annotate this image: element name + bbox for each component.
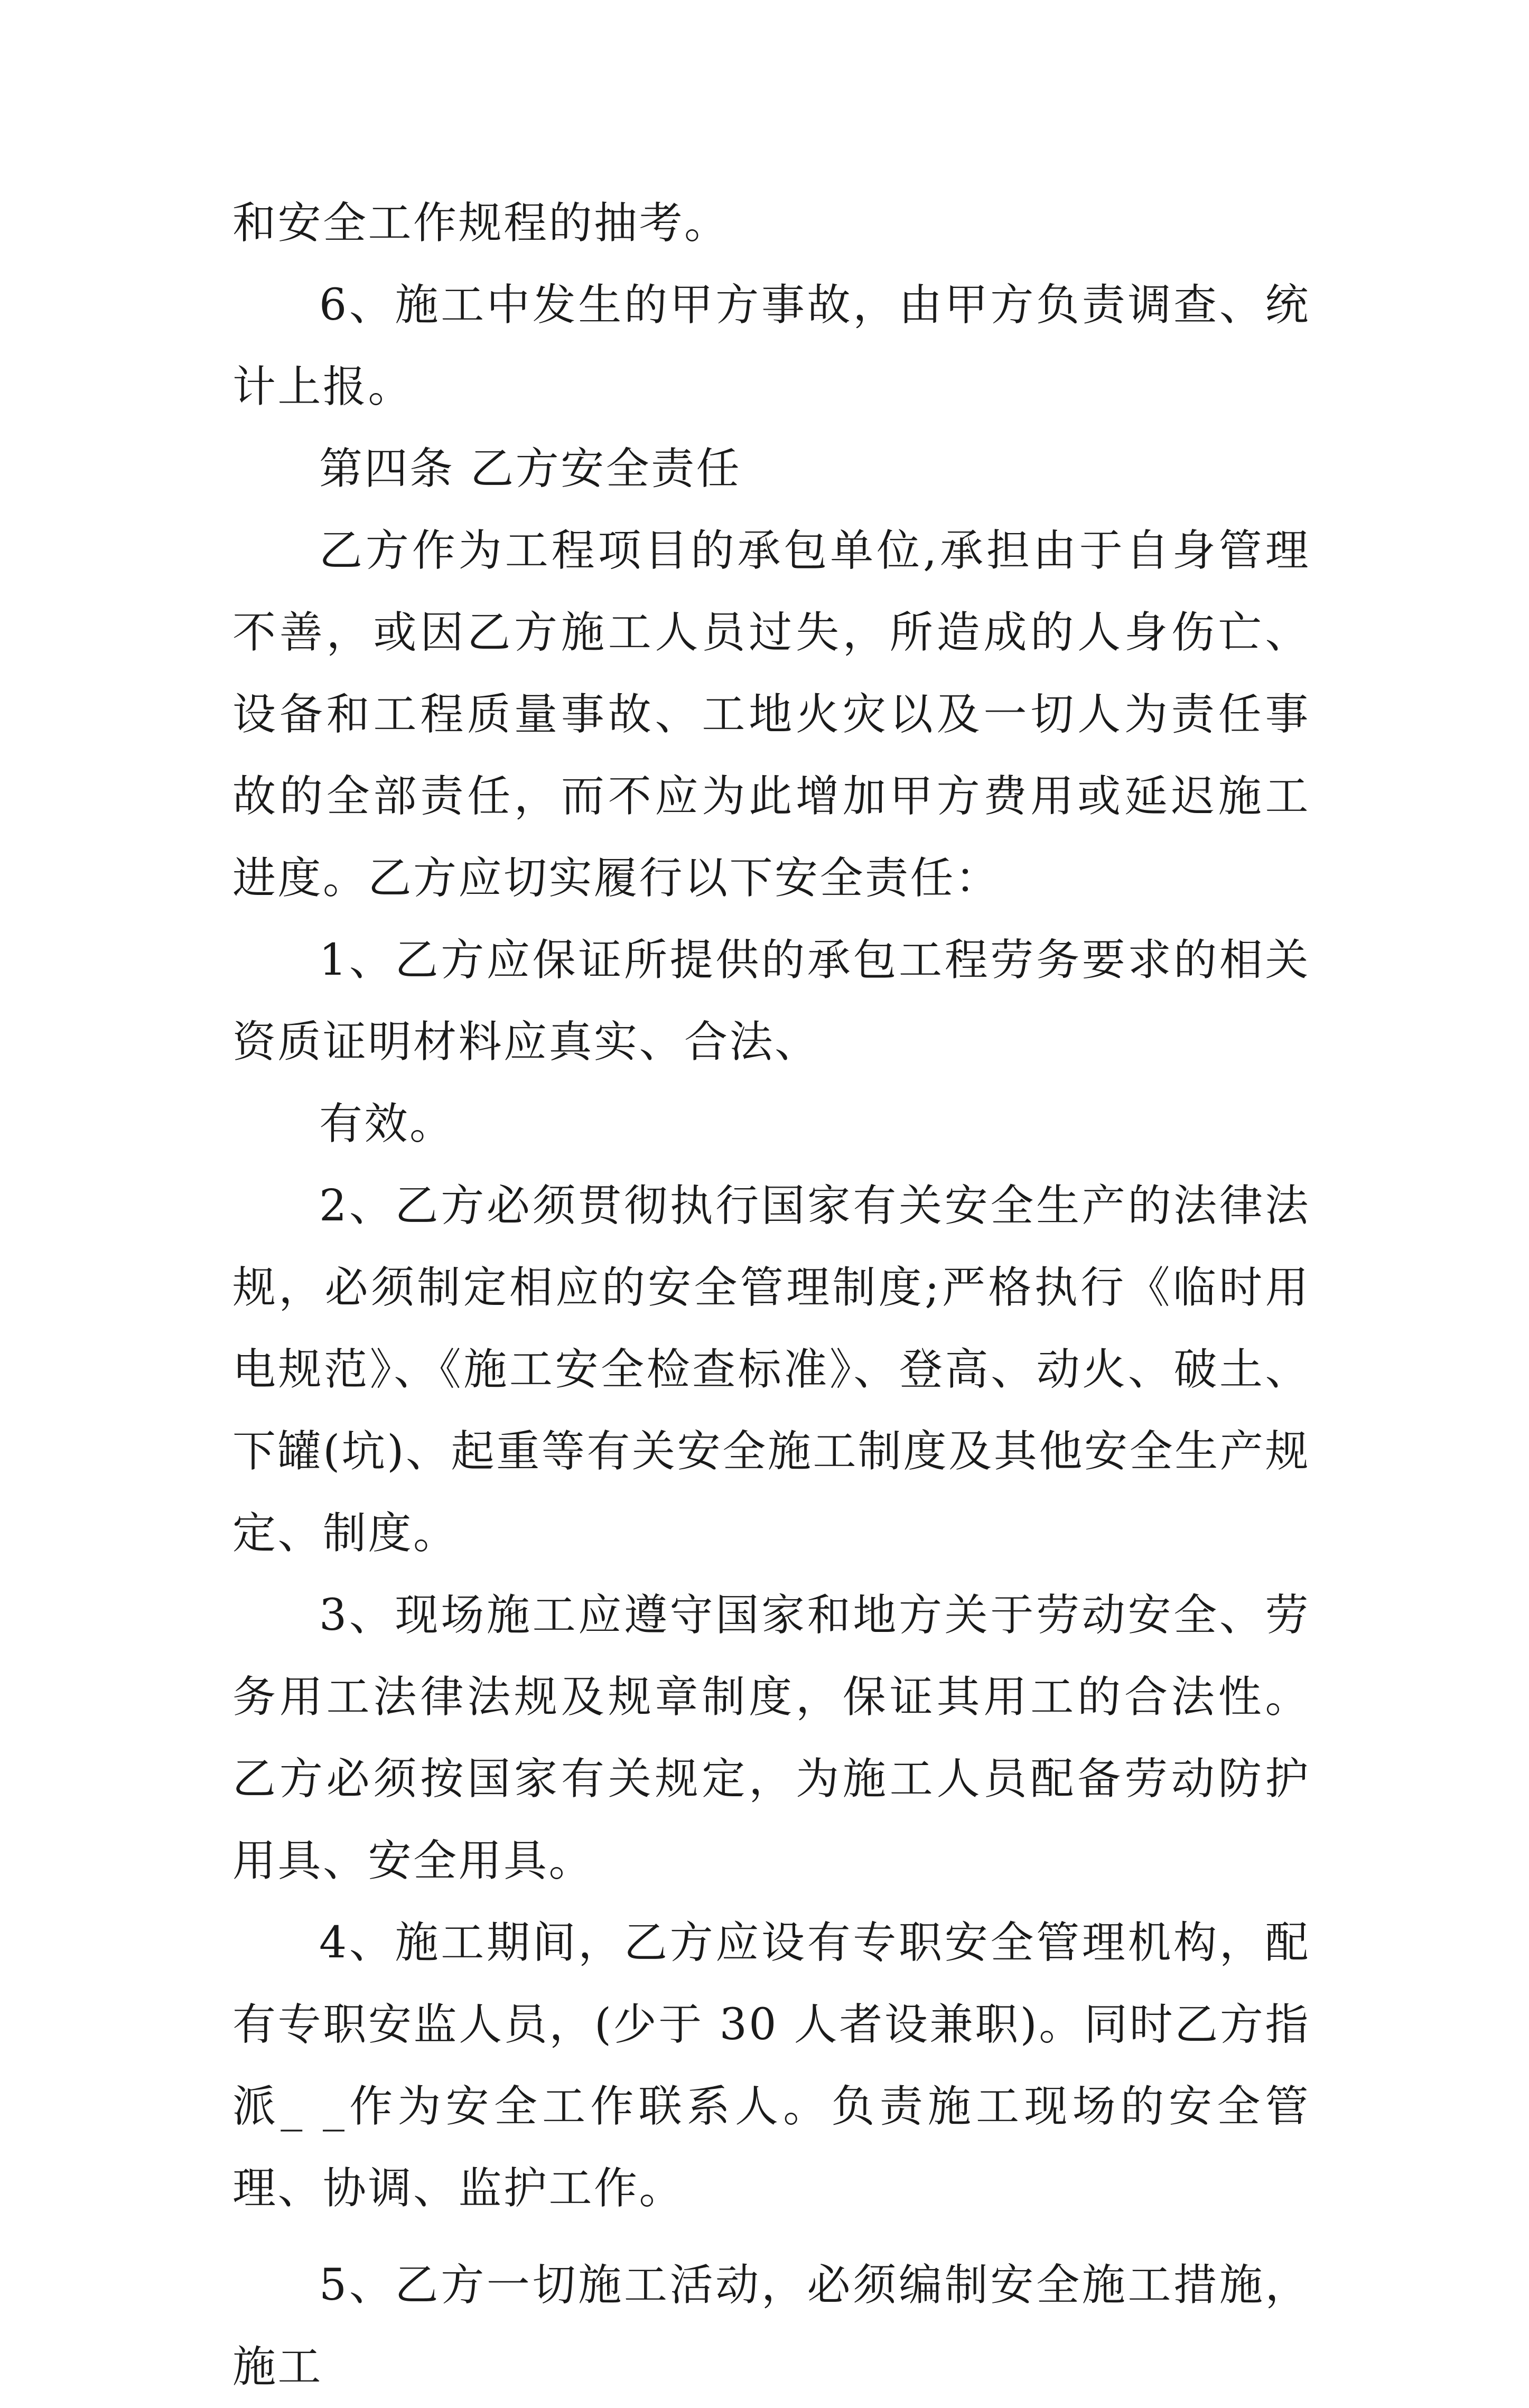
paragraph-continuation: 和安全工作规程的抽考。 <box>232 198 730 248</box>
section-heading-article-4: 第四条 乙方安全责任 <box>319 444 742 494</box>
paragraph-item-6: 6、施工中发生的甲方事故，由甲方负责调查、统计上报。 <box>232 280 1310 412</box>
paragraph-item-1-continued: 有效。 <box>319 1099 455 1149</box>
paragraph-item-3: 3、现场施工应遵守国家和地方关于劳动安全、劳务用工法律法规及规章制度，保证其用工的合法性。乙方必须按国家有关规定，为施工人员配备劳动防护用具、安全用具。 <box>232 1590 1310 1886</box>
paragraph-item-1: 1、乙方应保证所提供的承包工程劳务要求的相关资质证明材料应真实、合法、 <box>232 935 1310 1067</box>
paragraph-item-5: 5、乙方一切施工活动，必须编制安全施工措施，施工 <box>232 2260 1310 2392</box>
paragraph-item-2: 2、乙方必须贯彻执行国家有关安全生产的法律法规，必须制定相应的安全管理制度;严格执行《临时用电规范》、《施工安全检查标准》、登高、动火、破土、下罐(坑)、起重等有关安全施工制度及其他安全生产规定、制度。 <box>232 1181 1310 1558</box>
document-body <box>232 182 1310 2408</box>
paragraph-item-4: 4、施工期间，乙方应设有专职安全管理机构，配有专职安监人员，(少于 30 人者设兼职)。同时乙方指派_ _作为安全工作联系人。负责施工现场的安全管理、协调、监护工作。 <box>232 1918 1310 2214</box>
paragraph-party-b-responsibility: 乙方作为工程项目的承包单位,承担由于自身管理不善，或因乙方施工人员过失，所造成的人身伤亡、设备和工程质量事故、工地火灾以及一切人为责任事故的全部责任，而不应为此增加甲方费用或延迟施工进度。乙方应切实履行以下安全责任： <box>232 526 1310 903</box>
